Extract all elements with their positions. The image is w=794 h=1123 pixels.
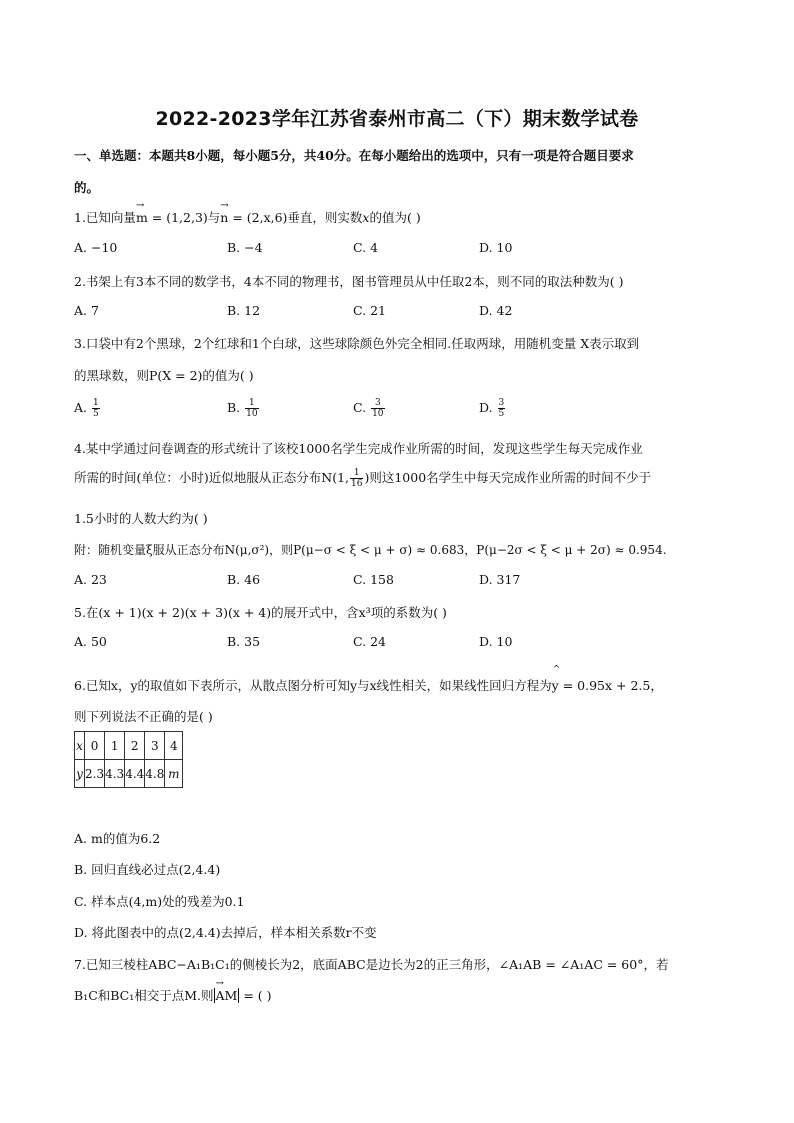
option-d: D. 317 xyxy=(479,572,521,587)
question-1: 1.已知向量→ m = (1,2,3)与→ n = (2,x,6)垂直，则实数x的值为( ) xyxy=(74,208,421,226)
question-7-line2: B₁C和BC₁相交于点M.则→ AM = ( ) xyxy=(74,986,272,1004)
table-cell: 2 xyxy=(125,732,145,760)
question-5: 5.在(x + 1)(x + 2)(x + 3)(x + 4)的展开式中，含x³项的系数为( ) xyxy=(74,605,447,620)
question-6-option-c: C. 样本点(4,m)处的残差为0.1 xyxy=(74,894,245,909)
option-b: B. 46 xyxy=(227,572,261,587)
question-4-note: 附：随机变量ξ服从正态分布N(μ,σ²)，则P(μ−σ < ξ < μ + σ) ≈ 0.683，P(μ−2σ < ξ < μ + 2σ) ≈ 0.954. xyxy=(74,543,667,557)
vector-m: → m xyxy=(136,210,148,225)
question-4-line1: 4.某中学通过问卷调查的形式统计了该校1000名学生完成作业所需的时间，发现这些学生每天完成作业 xyxy=(74,441,643,456)
option-a: A. 50 xyxy=(74,634,107,649)
option-d: D. $\frac{3}{5}$ xyxy=(479,398,505,419)
question-2: 2.书架上有3本不同的数学书，4本不同的物理书，图书管理员从中任取2本，则不同的取法种数为( ) xyxy=(74,274,624,289)
option-a: A. 23 xyxy=(74,572,107,587)
table-cell: 4.4 xyxy=(125,760,145,788)
table-cell: 0 xyxy=(85,732,105,760)
table-cell: m xyxy=(165,760,183,788)
option-c: C. 4 xyxy=(353,240,379,255)
option-a: A. 7 xyxy=(74,303,99,318)
option-c: C. 158 xyxy=(353,572,394,587)
option-b: B. 12 xyxy=(227,303,261,318)
question-6-option-d: D. 将此图表中的点(2,4.4)去掉后，样本相关系数r不变 xyxy=(74,925,377,940)
question-3-options xyxy=(74,398,694,424)
question-5-options xyxy=(74,634,694,652)
question-4-options xyxy=(74,572,694,590)
vector-n: → n xyxy=(220,210,228,225)
question-4-line2: 所需的时间(单位：小时)近似地服从正态分布N(1, $\frac{1}{16}$ )则这1000名学生中每天完成作业所需的时间不少于 xyxy=(74,468,652,489)
question-3-line1: 3.口袋中有2个黑球，2个红球和1个白球，这些球除颜色外完全相同.任取两球，用随机变量 X表示取到 xyxy=(74,336,640,351)
option-a: A. $\frac{1}{5}$ xyxy=(74,398,99,419)
table-cell: 4.3 xyxy=(105,760,125,788)
table-row-y xyxy=(75,760,183,788)
option-c: C. 21 xyxy=(353,303,386,318)
question-3-line2: 的黑球数，则P(X = 2)的值为( ) xyxy=(74,368,254,383)
option-d: D. 10 xyxy=(479,634,513,649)
page-title: 2022-2023学年江苏省泰州市高二（下）期末数学试卷 xyxy=(155,108,639,130)
option-b: B. $\frac{1}{10}$ xyxy=(227,398,258,419)
option-d: D. 42 xyxy=(479,303,513,318)
question-2-options xyxy=(74,303,694,321)
question-1-options xyxy=(74,240,694,258)
question-7-line1: 7.已知三棱柱ABC−A₁B₁C₁的侧棱长为2，底面ABC是边长为2的正三角形，∠A₁AB = ∠A₁AC = 60°，若 xyxy=(74,957,669,972)
table-cell: 4 xyxy=(165,732,183,760)
question-6-line2: 则下列说法不正确的是( ) xyxy=(74,709,213,724)
variance-fraction: $\frac{1}{16}$ xyxy=(351,468,363,489)
question-6-option-a: A. m的值为6.2 xyxy=(74,831,161,846)
question-6-option-b: B. 回归直线必过点(2,4.4) xyxy=(74,862,221,877)
option-a: A. −10 xyxy=(74,240,118,255)
question-4-line3: 1.5小时的人数大约为( ) xyxy=(74,511,208,526)
question-6-line1: 6.已知x，y的取值如下表所示，从散点图分析可知y与x线性相关，如果线性回归方程为^ y = 0.95x + 2.5， xyxy=(74,676,663,694)
table-row-x xyxy=(75,732,183,760)
table-cell: y xyxy=(75,760,85,788)
y-hat: ^ y xyxy=(552,678,559,693)
table-cell: 2.3 xyxy=(85,760,105,788)
option-b: B. −4 xyxy=(227,240,263,255)
option-c: C. $\frac{3}{10}$ xyxy=(353,398,384,419)
vector-am: → AM xyxy=(216,988,238,1003)
section-heading: 一、单选题：本题共8小题，每小题5分，共40分。在每小题给出的选项中，只有一项是符合题目要求 xyxy=(74,148,634,163)
table-cell: 1 xyxy=(105,732,125,760)
table-cell: x xyxy=(75,732,85,760)
section-heading-cont: 的。 xyxy=(74,180,100,195)
table-cell: 4.8 xyxy=(145,760,165,788)
data-table xyxy=(74,731,183,788)
option-c: C. 24 xyxy=(353,634,386,649)
option-d: D. 10 xyxy=(479,240,513,255)
option-b: B. 35 xyxy=(227,634,261,649)
table-cell: 3 xyxy=(145,732,165,760)
